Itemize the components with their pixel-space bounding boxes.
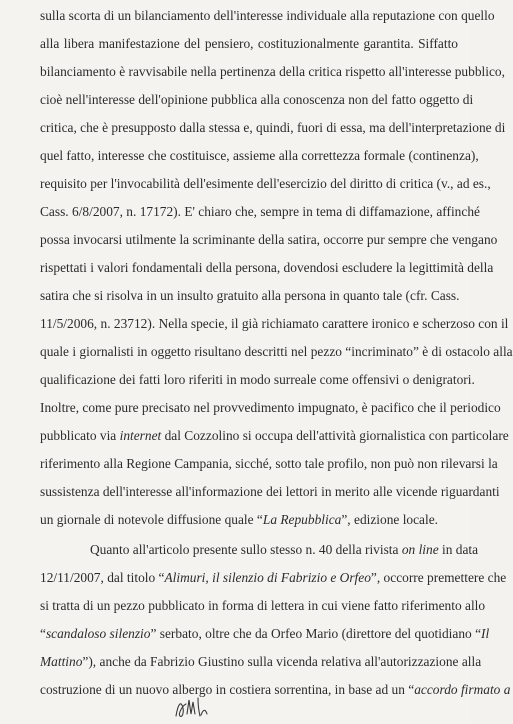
text-line: quale i giornalisti in oggetto risultano descritti nel pezzo “incriminato” è di ostacolo alla	[40, 344, 513, 359]
text-line: “scandaloso silenzio” serbato, oltre che da Orfeo Mario (direttore del quotidiano “Il	[40, 626, 490, 641]
text-line: rispettati i valori fondamentali della persona, dovendosi escludere la legittimità della	[40, 260, 494, 275]
text-line: sulla scorta di un bilanciamento dell'interesse individuale alla reputazione con quello	[40, 8, 495, 23]
text-line: 12/11/2007, dal titolo “Alimuri, il silenzio di Fabrizio e Orfeo”, occorre premettere che	[40, 570, 507, 585]
text-line: qualificazione dei fatti loro riferiti in modo surreale come offensivi o denigratori.	[40, 372, 475, 387]
text-line: costruzione di un nuovo albergo in costiera sorrentina, in base ad un “accordo firmato a	[40, 682, 511, 697]
text-line: alla libera manifestazione del pensiero, costituzionalmente garantita. Siffatto	[40, 36, 458, 51]
text-line: bilanciamento è ravvisabile nella pertinenza della critica rispetto all'interesse pubblico,	[40, 64, 505, 79]
text-line: Quanto all'articolo presente sullo stesso n. 40 della rivista on line in data	[90, 542, 479, 557]
text-line: Inoltre, come pure precisato nel provvedimento impugnato, è pacifico che il periodico	[40, 400, 501, 415]
text-line: quel fatto, interesse che costituisce, assieme alla correttezza formale (continenza),	[40, 148, 479, 163]
text-line: satira che si risolva in un insulto gratuito alla persona in quanto tale (cfr. Cass.	[40, 288, 460, 303]
text-line: requisito per l'invocabilità dell'esimente dell'esercizio del diritto di critica (v., ad es.,	[40, 176, 491, 191]
handwritten-initials-icon	[172, 694, 212, 722]
text-line: un giornale di notevole diffusione quale “La Repubblica”, edizione locale.	[40, 512, 439, 527]
text-line: pubblicato via internet dal Cozzolino si occupa dell'attività giornalistica con particolare	[40, 428, 509, 443]
text-line: Cass. 6/8/2007, n. 17172). E' chiaro che, sempre in tema di diffamazione, affinché	[40, 204, 480, 219]
text-line: cioè nell'interesse dell'opinione pubblica alla conoscenza non del fatto oggetto di	[40, 92, 474, 107]
text-line: critica, che è presupposto dalla stessa e, quindi, fuori di essa, ma dell'interpretazione di	[40, 120, 506, 135]
text-line: sussistenza dell'interesse all'informazione dei lettori in merito alle vicende riguardanti	[40, 484, 500, 499]
text-line: possa invocarsi utilmente la scriminante della satira, occorre pur sempre che vengano	[40, 232, 498, 247]
text-line: riferimento alla Regione Campania, sicché, sotto tale profilo, non può non rilevarsi la	[40, 456, 498, 471]
text-line: si tratta di un pezzo pubblicato in forma di lettera in cui viene fatto riferimento allo	[40, 598, 486, 613]
text-line: Mattino”), anche da Fabrizio Giustino sulla vicenda relativa all'autorizzazione alla	[40, 654, 482, 669]
text-line: 11/5/2006, n. 23712). Nella specie, il già richiamato carattere ironico e scherzoso con il	[40, 316, 509, 331]
